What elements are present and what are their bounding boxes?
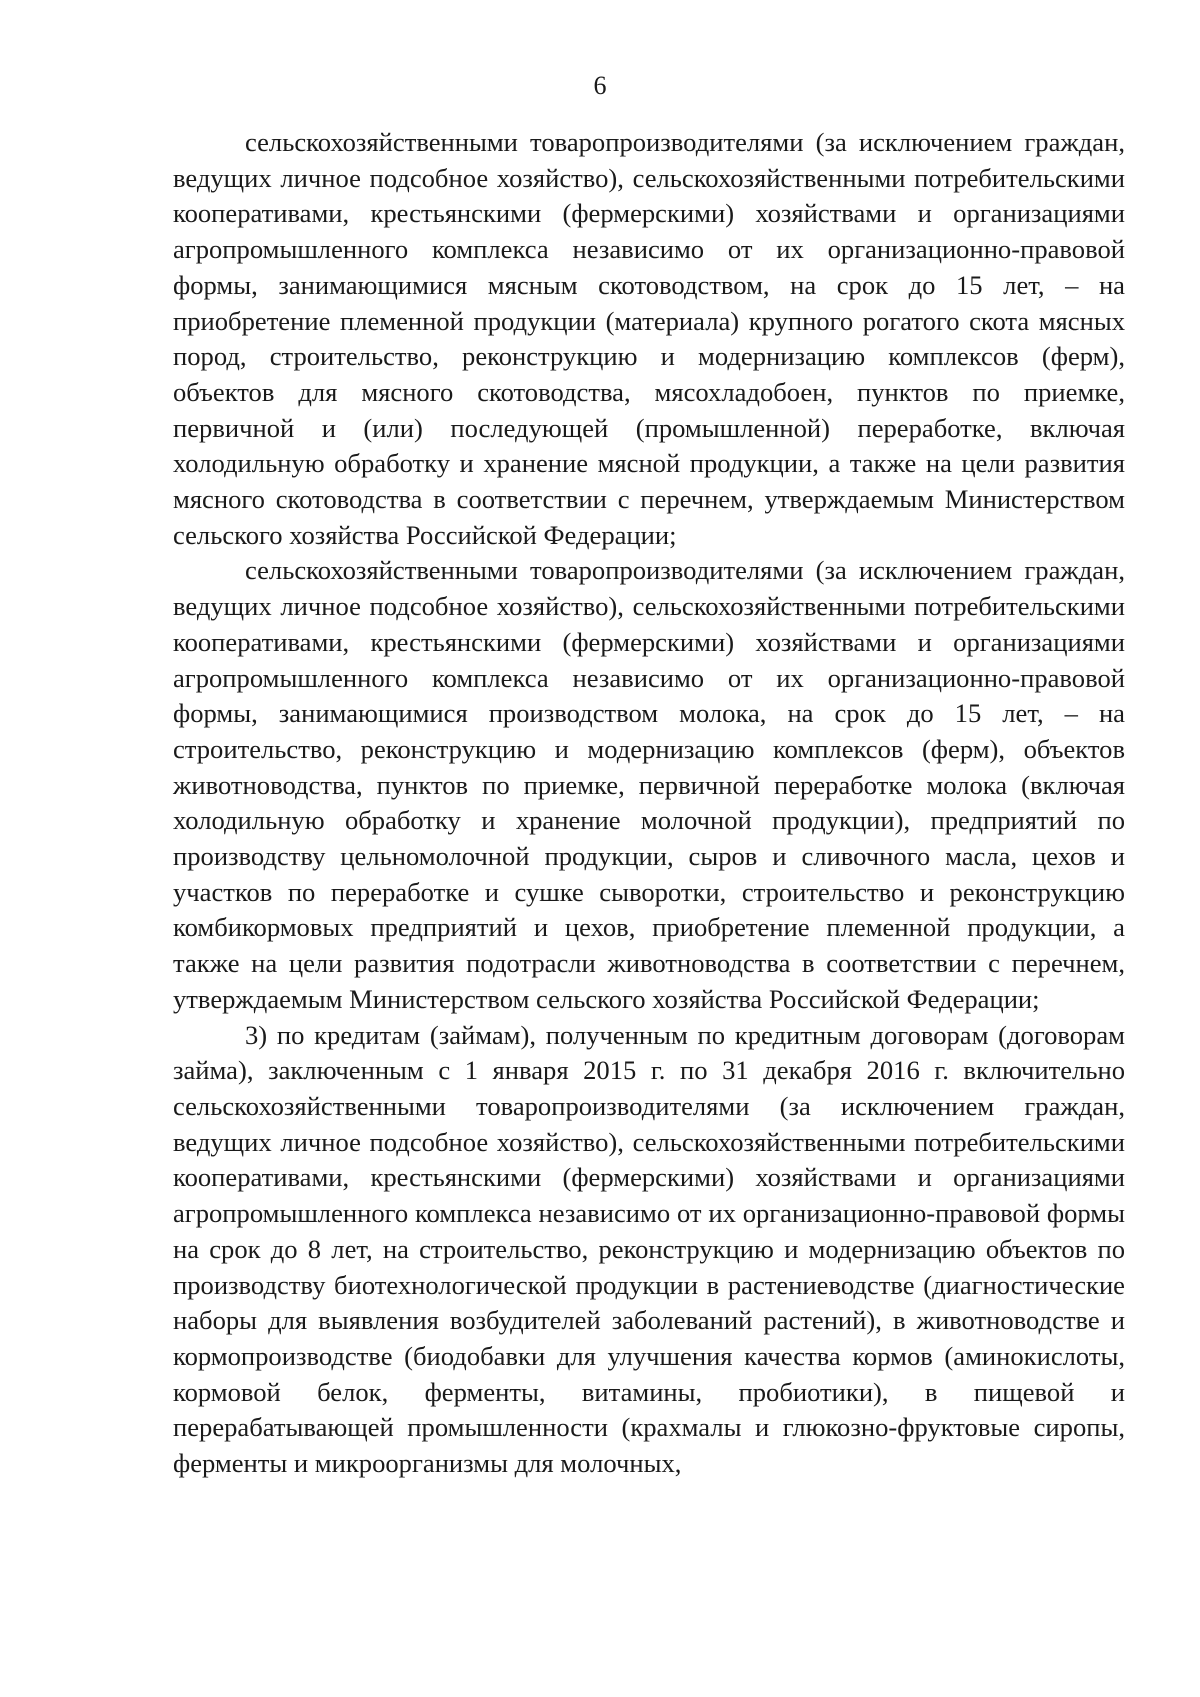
paragraph-biotech-loans: 3) по кредитам (займам), полученным по кредитным договорам (договорам займа), заключенным с 1 января 2015 г. по 31 декабря 2016 г. включительно сельскохозяйственными товаропроизводителями (за исключением граждан, ведущих личное подсобное хозяйство), сельскохозяйственными потребительскими кооперативами, крестьянскими (фермерскими) хозяйствами и организациями агропромышленного комплекса независимо от их организационно-правовой формы на срок до 8 лет, на строительство, реконструкцию и модернизацию объектов по производству биотехнологической продукции в растениеводстве (диагностические наборы для выявления возбудителей заболеваний растений), в животноводстве и кормопроизводстве (биодобавки для улучшения качества кормов (аминокислоты, кормовой белок, ферменты, витамины, пробиотики), в пищевой и перерабатывающей промышленности (крахмалы и глюкозно-фруктовые сиропы, ферменты и микроорганизмы для молочных, — [173, 1019, 1125, 1479]
paragraph-dairy-loans: сельскохозяйственными товаропроизводителями (за исключением граждан, ведущих личное подсобное хозяйство), сельскохозяйственными потребительскими кооперативами, крестьянскими (фермерскими) хозяйствами и организациями агропромышленного комплекса независимо от их организационно-правовой формы, занимающимися производством молока, на срок до 15 лет, – на строительство, реконструкцию и модернизацию комплексов (ферм), объектов животноводства, пунктов по приемке, первичной переработке молока (включая холодильную обработку и хранение молочной продукции), предприятий по производству цельномолочной продукции, сыров и сливочного масла, цехов и участков по переработке и сушке сыворотки, строительство и реконструкцию комбикормовых предприятий и цехов, приобретение племенной продукции, а также на цели развития подотрасли животноводства в соответствии с перечнем, утверждаемым Министерством сельского хозяйства Российской Федерации; — [173, 555, 1125, 1014]
document-body — [173, 125, 1125, 1482]
paragraph-meat-cattle-loans: сельскохозяйственными товаропроизводителями (за исключением граждан, ведущих личное подсобное хозяйство), сельскохозяйственными потребительскими кооперативами, крестьянскими (фермерскими) хозяйствами и организациями агропромышленного комплекса независимо от их организационно-правовой формы, занимающимися мясным скотоводством, на срок до 15 лет, – на приобретение племенной продукции (материала) крупного рогатого скота мясных пород, строительство, реконструкцию и модернизацию комплексов (ферм), объектов для мясного скотоводства, мясохладобоен, пунктов по приемке, первичной и (или) последующей (промышленной) переработке, включая холодильную обработку и хранение мясной продукции, а также на цели развития мясного скотоводства в соответствии с перечнем, утверждаемым Министерством сельского хозяйства Российской Федерации; — [173, 127, 1125, 550]
page-number: 6 — [593, 71, 607, 100]
